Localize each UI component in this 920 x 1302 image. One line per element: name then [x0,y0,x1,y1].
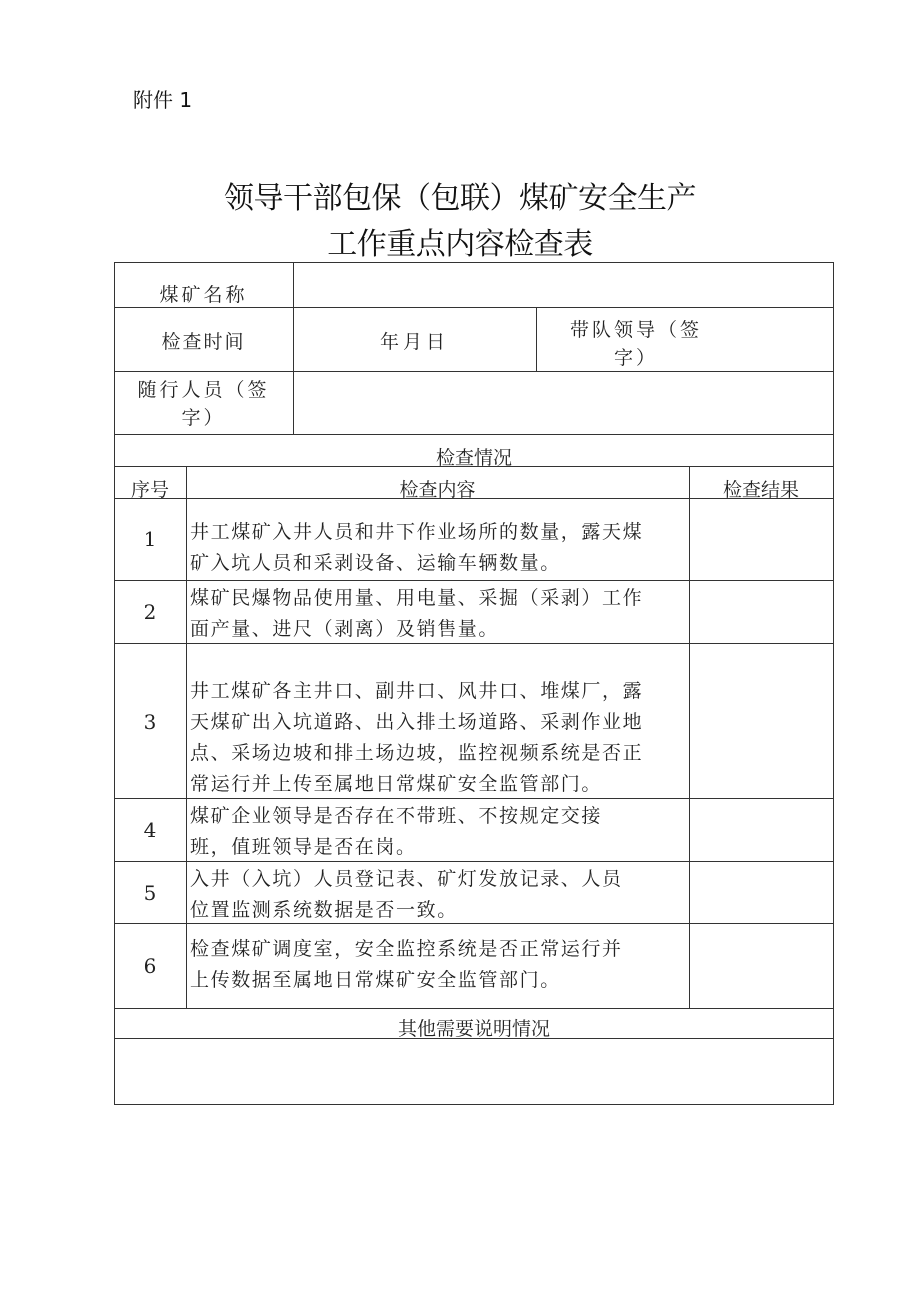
row-4-content [190,801,688,863]
row-2-number: 2 [143,600,157,624]
row-1-line-1: 井工煤矿入井人员和井下作业场所的数量，露天煤 [190,521,644,543]
row-5-line-1: 入井（入坑）人员登记表、矿灯发放记录、人员 [190,868,623,890]
row-1-number: 1 [143,527,157,551]
row-3-line-1: 井工煤矿各主井口、副井口、风井口、堆煤厂，露 [190,680,644,702]
row-1-content [190,517,688,579]
row-2-line-1: 煤矿民爆物品使用量、用电量、采掘（采剥）工作 [190,587,644,609]
mine-name-label: 煤矿名称 [159,284,248,306]
attachment-label: 附件 1 [133,88,193,112]
inspect-time-field[interactable]: 年月日 [379,331,449,353]
row-5-number: 5 [143,881,157,905]
row-1-line-2: 矿入坑人员和采剥设备、运输车辆数量。 [190,552,561,574]
column-header-no: 序号 [130,479,169,501]
leader-label-line-1: 带队领导（签 [569,319,702,341]
row-6-line-1: 检查煤矿调度室，安全监控系统是否正常运行并 [190,938,623,960]
row-3-line-3: 点、采场边坡和排土场边坡，监控视频系统是否正 [190,742,644,764]
leader-signature-label [536,316,736,372]
staff-signature-label [114,376,293,432]
leader-label-line-2: 字） [613,347,658,369]
row-4-line-1: 煤矿企业领导是否存在不带班、不按规定交接 [190,805,603,827]
row-3-line-2: 天煤矿出入坑道路、出入排土场道路、采剥作业地 [190,711,644,733]
staff-label-line-2: 字） [181,407,226,429]
column-header-result: 检查结果 [722,479,799,501]
title-line-1: 领导干部包保（包联）煤矿安全生产 [224,181,696,216]
row-2-content [190,583,688,645]
other-notes-field[interactable] [120,1048,826,1096]
title-line-2: 工作重点内容检查表 [327,227,593,262]
other-notes-title: 其他需要说明情况 [397,1018,550,1040]
row-5-line-2: 位置监测系统数据是否一致。 [190,899,458,921]
row-3-content [190,676,688,800]
staff-label-line-1: 随行人员（签 [137,379,270,401]
row-4-line-2: 班，值班领导是否在岗。 [190,836,417,858]
section-title: 检查情况 [435,447,512,469]
row-3-number: 3 [143,710,157,734]
row-6-number: 6 [143,954,157,978]
row-6-content [190,934,688,996]
page-title [0,176,920,268]
inspect-time-label: 检查时间 [161,331,246,353]
row-3-line-4: 常运行并上传至属地日常煤矿安全监管部门。 [190,773,603,795]
row-2-line-2: 面产量、进尺（剥离）及销售量。 [190,618,500,640]
row-5-content [190,864,688,926]
row-4-number: 4 [143,818,157,842]
column-header-content: 检查内容 [399,479,476,501]
row-6-line-2: 上传数据至属地日常煤矿安全监管部门。 [190,969,561,991]
